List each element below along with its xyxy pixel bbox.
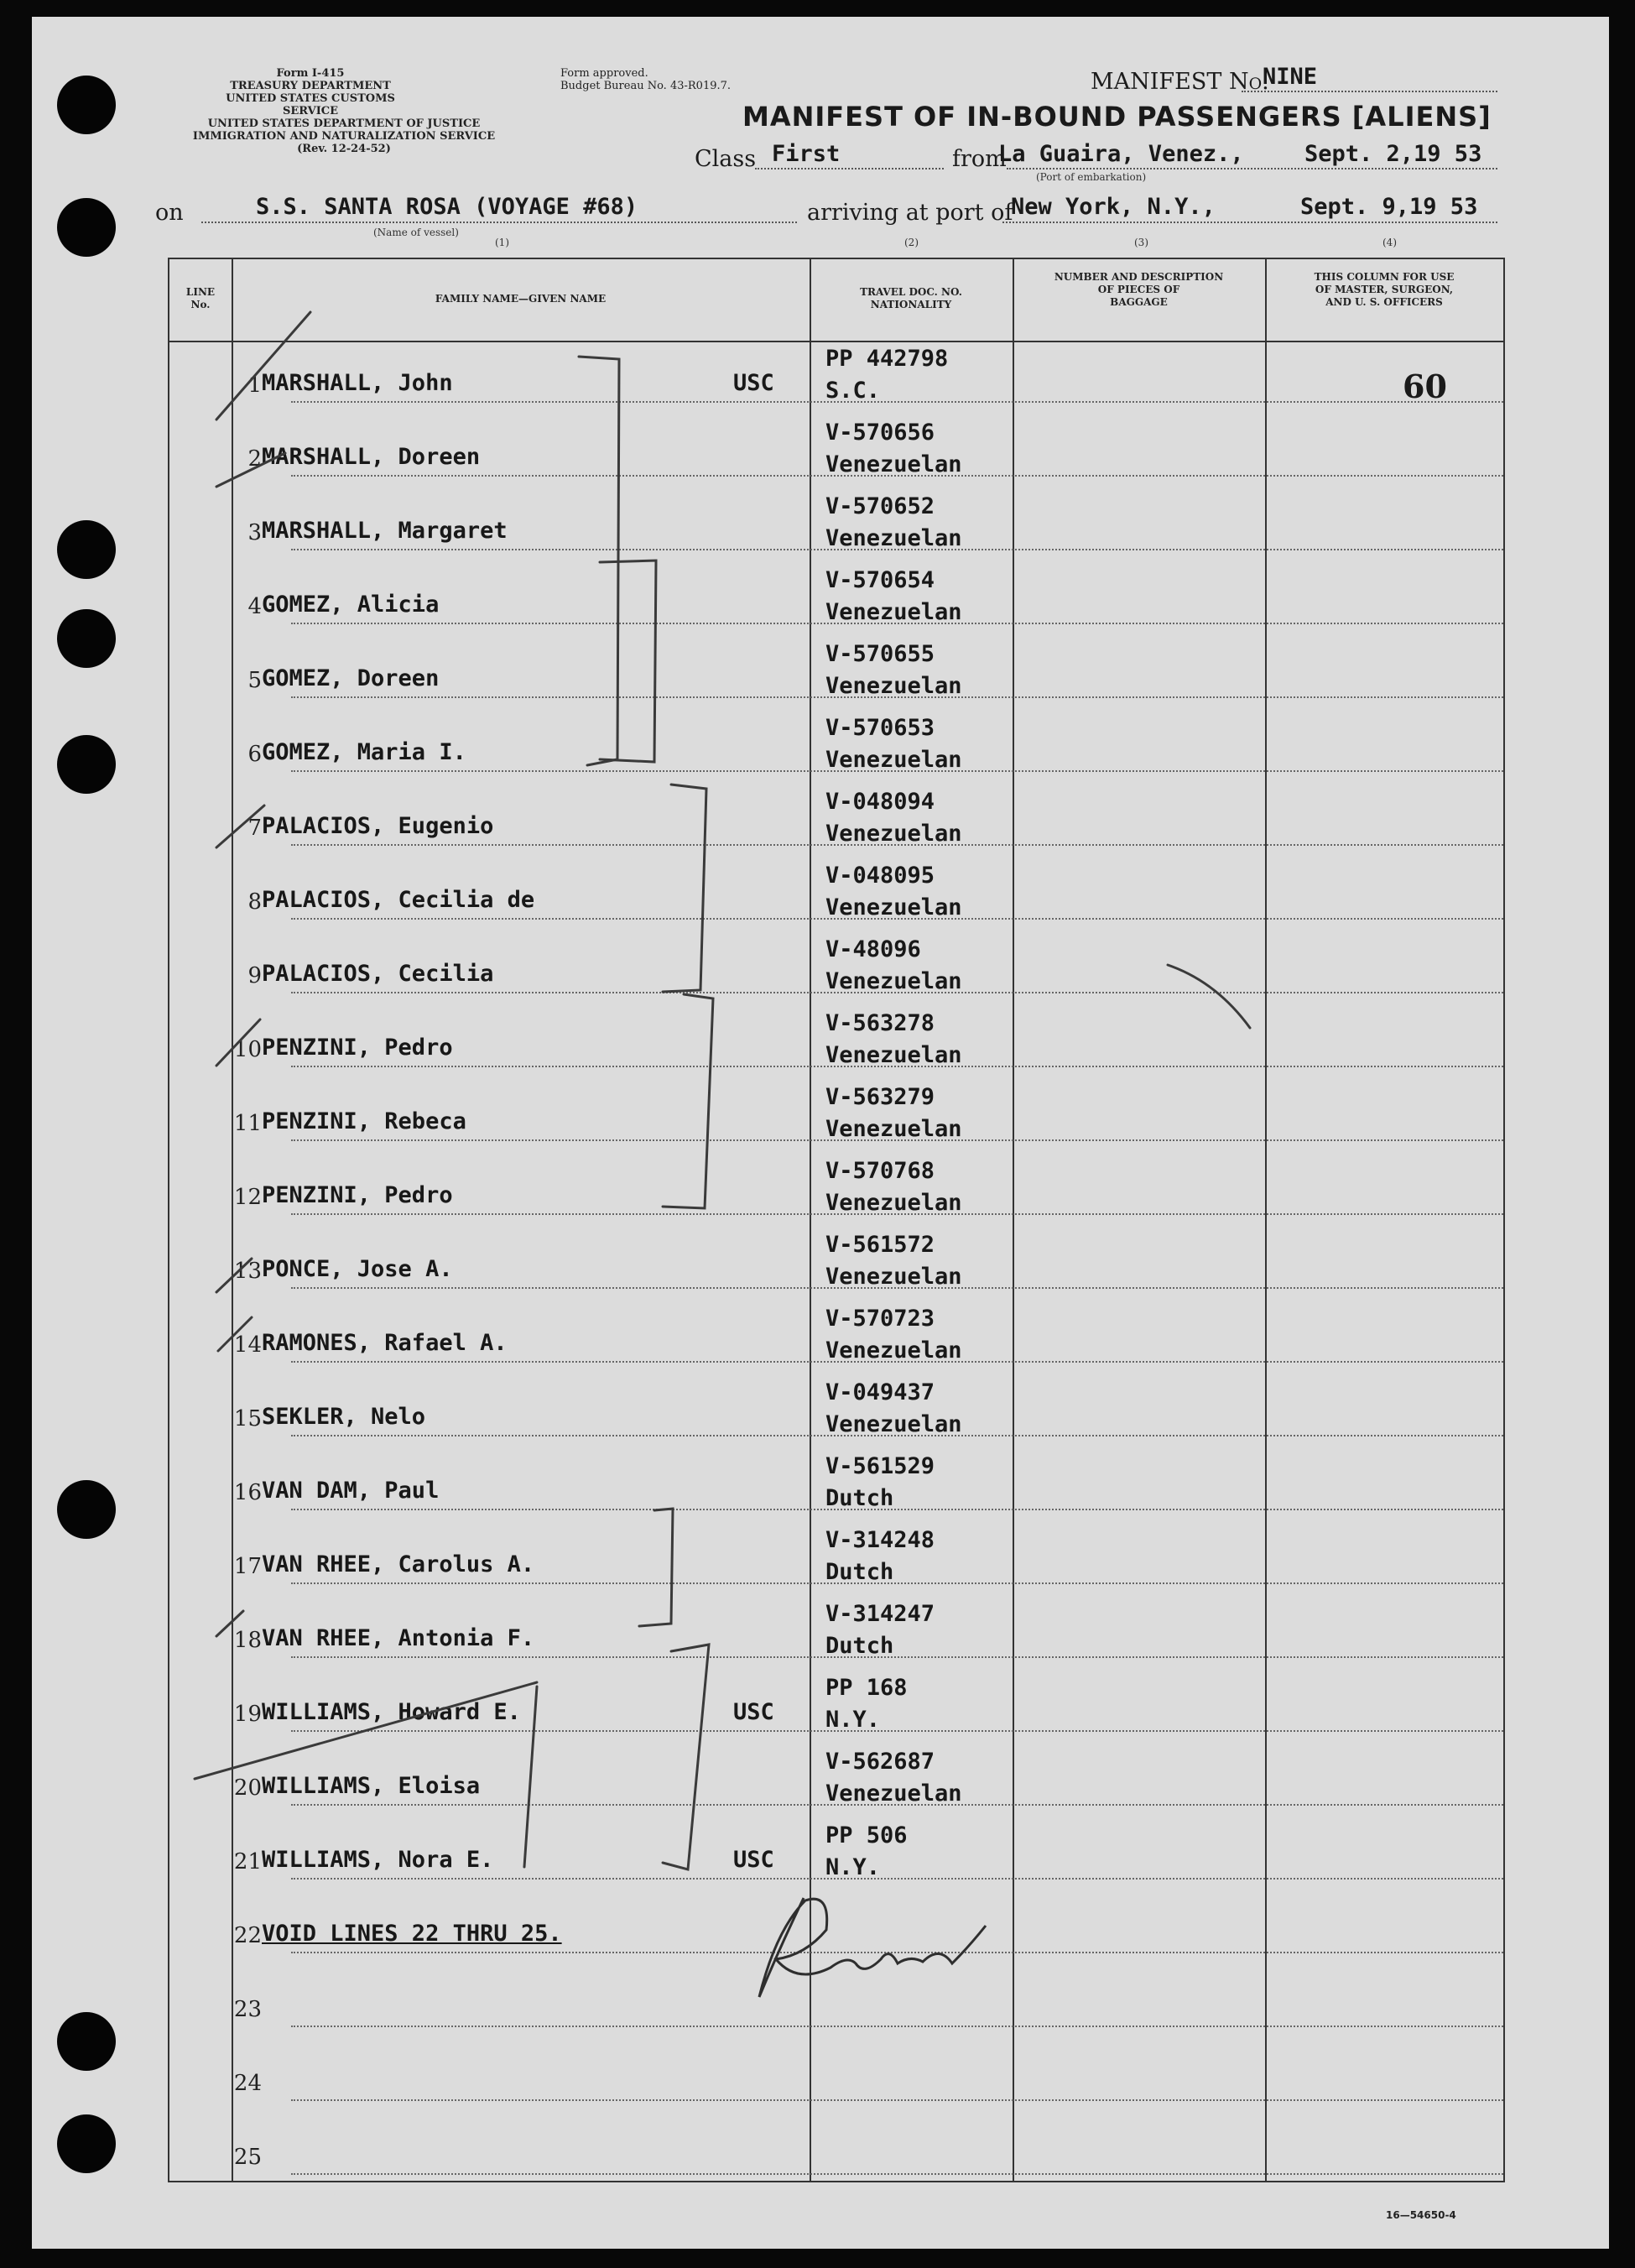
line-number: 8 <box>247 889 262 915</box>
passenger-name: MARSHALL, John <box>262 370 453 396</box>
line-number: 19 <box>233 1702 262 1727</box>
passenger-name: GOMEZ, Alicia <box>262 592 440 618</box>
approved-line: Form approved. <box>560 67 648 80</box>
embark-date: Sept. 2,19 53 <box>1304 141 1482 167</box>
nationality: Venezuelan <box>825 1116 962 1142</box>
travel-doc-number: V-48096 <box>825 936 921 962</box>
line-number: 20 <box>233 1775 262 1801</box>
header-line-word: LINE <box>185 286 216 298</box>
passenger-name: WILLIAMS, Howard E. <box>262 1699 521 1725</box>
header-no-word: No. <box>190 299 211 310</box>
ins-line: IMMIGRATION AND NATURALIZATION SERVICE <box>192 130 496 143</box>
passenger-name: RAMONES, Rafael A. <box>262 1330 508 1356</box>
passenger-name: PALACIOS, Cecilia de <box>262 887 535 913</box>
signature-scrawl <box>759 1898 986 1997</box>
travel-doc-number: V-563279 <box>825 1084 935 1110</box>
line-number: 22 <box>233 1923 262 1948</box>
travel-doc-number: V-570723 <box>825 1306 935 1332</box>
col4-caption: (4) <box>1382 237 1397 248</box>
line-number: 17 <box>233 1554 262 1579</box>
from-label: from <box>952 146 1007 172</box>
tick-mark <box>216 1259 252 1292</box>
passenger-name: PENZINI, Rebeca <box>262 1108 466 1134</box>
passenger-name: WILLIAMS, Eloisa <box>262 1773 481 1799</box>
line-number: 16 <box>233 1480 262 1505</box>
stray-stroke <box>524 1687 537 1867</box>
class-label: Class <box>695 146 757 172</box>
passenger-name: VOID LINES 22 THRU 25. <box>262 1921 562 1947</box>
tick-mark <box>195 1682 537 1779</box>
stray-stroke <box>1168 965 1250 1028</box>
citizenship: USC <box>733 1847 774 1873</box>
nationality: Venezuelan <box>825 747 962 773</box>
arriving-label: arriving at port of <box>807 200 1013 226</box>
rev-line: (Rev. 12-24-52) <box>297 143 391 155</box>
arrival-date: Sept. 9,19 53 <box>1300 194 1478 220</box>
nationality: Venezuelan <box>825 525 962 551</box>
travel-doc-number: V-570655 <box>825 641 935 667</box>
line-number: 23 <box>233 1997 262 2022</box>
vessel-name: S.S. SANTA ROSA (VOYAGE #68) <box>256 194 638 220</box>
nationality: Venezuelan <box>825 894 962 920</box>
passenger-name: GOMEZ, Maria I. <box>262 739 466 765</box>
arrival-port: New York, N.Y., <box>1011 194 1216 220</box>
passenger-name: MARSHALL, Doreen <box>262 444 481 470</box>
citizenship: USC <box>733 1699 774 1725</box>
embark-port: La Guaira, Venez., <box>998 141 1244 167</box>
travel-doc-number: V-570653 <box>825 715 935 741</box>
travel-doc-number: V-570654 <box>825 567 935 593</box>
tick-mark <box>216 312 310 420</box>
budget-line: Budget Bureau No. 43-R019.7. <box>560 80 732 92</box>
line-number: 6 <box>247 742 262 767</box>
tick-mark <box>216 1611 243 1636</box>
travel-doc-number: PP 168 <box>825 1675 908 1701</box>
line-number: 15 <box>233 1406 262 1431</box>
col2-caption: (2) <box>904 237 919 248</box>
passenger-name: WILLIAMS, Nora E. <box>262 1847 494 1873</box>
travel-doc-number: V-562687 <box>825 1749 935 1775</box>
nationality: N.Y. <box>825 1707 881 1733</box>
line-number: 1 <box>247 373 262 398</box>
tick-mark <box>216 806 264 847</box>
nationality: Venezuelan <box>825 1042 962 1068</box>
on-label: on <box>155 200 184 226</box>
passenger-name: SEKLER, Nelo <box>262 1404 426 1430</box>
header-family-name: FAMILY NAME—GIVEN NAME <box>435 293 607 305</box>
col3-caption: (3) <box>1134 237 1148 248</box>
nationality: Venezuelan <box>825 1781 962 1807</box>
family-bracket <box>639 1509 673 1626</box>
line-number: 12 <box>233 1185 262 1210</box>
nationality: Venezuelan <box>825 1411 962 1437</box>
embark-caption: (Port of embarkation) <box>1036 171 1147 183</box>
line-number: 14 <box>233 1332 262 1358</box>
line-number: 24 <box>233 2071 262 2096</box>
travel-doc-number: PP 442798 <box>825 346 949 372</box>
signature-text: Rems <box>805 1958 853 1978</box>
col1-caption: (1) <box>495 237 509 248</box>
doj-line: UNITED STATES DEPARTMENT OF JUSTICE <box>207 117 481 130</box>
travel-doc-number: PP 506 <box>825 1822 908 1848</box>
travel-doc-number: V-570652 <box>825 493 935 519</box>
line-number: 4 <box>247 594 262 619</box>
line-number: 10 <box>233 1037 262 1062</box>
travel-doc-number: V-314247 <box>825 1601 935 1627</box>
line-number: 9 <box>247 963 262 988</box>
passenger-name: PENZINI, Pedro <box>262 1182 453 1208</box>
nationality: Venezuelan <box>825 1337 962 1363</box>
customs-line: UNITED STATES CUSTOMS SERVICE <box>226 92 395 117</box>
officer-count: 60 <box>1403 368 1447 405</box>
family-bracket <box>663 994 713 1208</box>
passenger-name: PALACIOS, Cecilia <box>262 961 494 987</box>
header-officers-line1: THIS COLUMN FOR USE <box>1314 271 1455 283</box>
nationality: Venezuelan <box>825 821 962 847</box>
passenger-name: PONCE, Jose A. <box>262 1256 453 1282</box>
page-title: MANIFEST OF IN-BOUND PASSENGERS [ALIENS] <box>742 101 1492 133</box>
header-travel-line2: NATIONALITY <box>870 299 952 310</box>
line-number: 13 <box>233 1259 262 1284</box>
nationality: S.C. <box>825 378 881 404</box>
nationality: Dutch <box>825 1633 894 1659</box>
travel-doc-number: V-049437 <box>825 1379 935 1405</box>
nationality: Venezuelan <box>825 673 962 699</box>
passenger-name: PALACIOS, Eugenio <box>262 813 494 839</box>
treasury-line: TREASURY DEPARTMENT <box>230 80 391 92</box>
family-bracket <box>663 1645 709 1869</box>
nationality: Venezuelan <box>825 1190 962 1216</box>
passenger-name: VAN RHEE, Carolus A. <box>262 1551 535 1577</box>
nationality: Venezuelan <box>825 451 962 477</box>
passenger-name: VAN RHEE, Antonia F. <box>262 1625 535 1651</box>
travel-doc-number: V-048094 <box>825 789 935 815</box>
family-bracket <box>663 785 706 992</box>
nationality: Venezuelan <box>825 968 962 994</box>
passenger-name: PENZINI, Pedro <box>262 1035 453 1061</box>
tick-mark <box>216 1019 260 1066</box>
line-number: 21 <box>233 1849 262 1874</box>
passenger-name: MARSHALL, Margaret <box>262 518 508 544</box>
travel-doc-number: V-570656 <box>825 420 935 446</box>
nationality: N.Y. <box>825 1854 881 1880</box>
travel-doc-number: V-314248 <box>825 1527 935 1553</box>
header-officers-line3: AND U. S. OFFICERS <box>1325 296 1443 308</box>
manifest-no-value: NINE <box>1263 64 1318 90</box>
line-number: 2 <box>247 446 262 472</box>
form-number-line: Form I-415 <box>276 67 345 80</box>
line-number: 7 <box>247 816 262 841</box>
line-number: 3 <box>247 520 262 545</box>
passenger-name: GOMEZ, Doreen <box>262 665 440 691</box>
manifest-no-label: MANIFEST No. <box>1091 69 1269 95</box>
line-number: 5 <box>247 668 262 693</box>
vessel-caption: (Name of vessel) <box>373 227 459 238</box>
nationality: Venezuelan <box>825 599 962 625</box>
travel-doc-number: V-563278 <box>825 1010 935 1036</box>
family-bracket <box>600 560 656 762</box>
line-number: 18 <box>233 1628 262 1653</box>
signature <box>759 1898 986 1997</box>
nationality: Dutch <box>825 1485 894 1511</box>
nationality: Venezuelan <box>825 1264 962 1290</box>
travel-doc-number: V-561529 <box>825 1453 935 1479</box>
citizenship: USC <box>733 370 774 396</box>
line-number: 11 <box>233 1111 262 1136</box>
tick-mark <box>218 1317 252 1351</box>
line-number: 25 <box>233 2145 262 2170</box>
travel-doc-number: V-048095 <box>825 863 935 889</box>
header-baggage-line2: OF PIECES OF <box>1097 284 1180 295</box>
header-travel-line1: TRAVEL DOC. NO. <box>860 286 962 298</box>
class-value: First <box>772 141 841 167</box>
header-baggage-line1: NUMBER AND DESCRIPTION <box>1054 271 1224 283</box>
tick-mark <box>216 453 285 487</box>
header-officers-line2: OF MASTER, SURGEON, <box>1315 284 1454 295</box>
nationality: Dutch <box>825 1559 894 1585</box>
header-baggage-line3: BAGGAGE <box>1110 296 1168 308</box>
form-print-number: 16—54650-4 <box>1386 2209 1456 2221</box>
passenger-name: VAN DAM, Paul <box>262 1478 440 1504</box>
travel-doc-number: V-561572 <box>825 1232 935 1258</box>
travel-doc-number: V-570768 <box>825 1158 935 1184</box>
